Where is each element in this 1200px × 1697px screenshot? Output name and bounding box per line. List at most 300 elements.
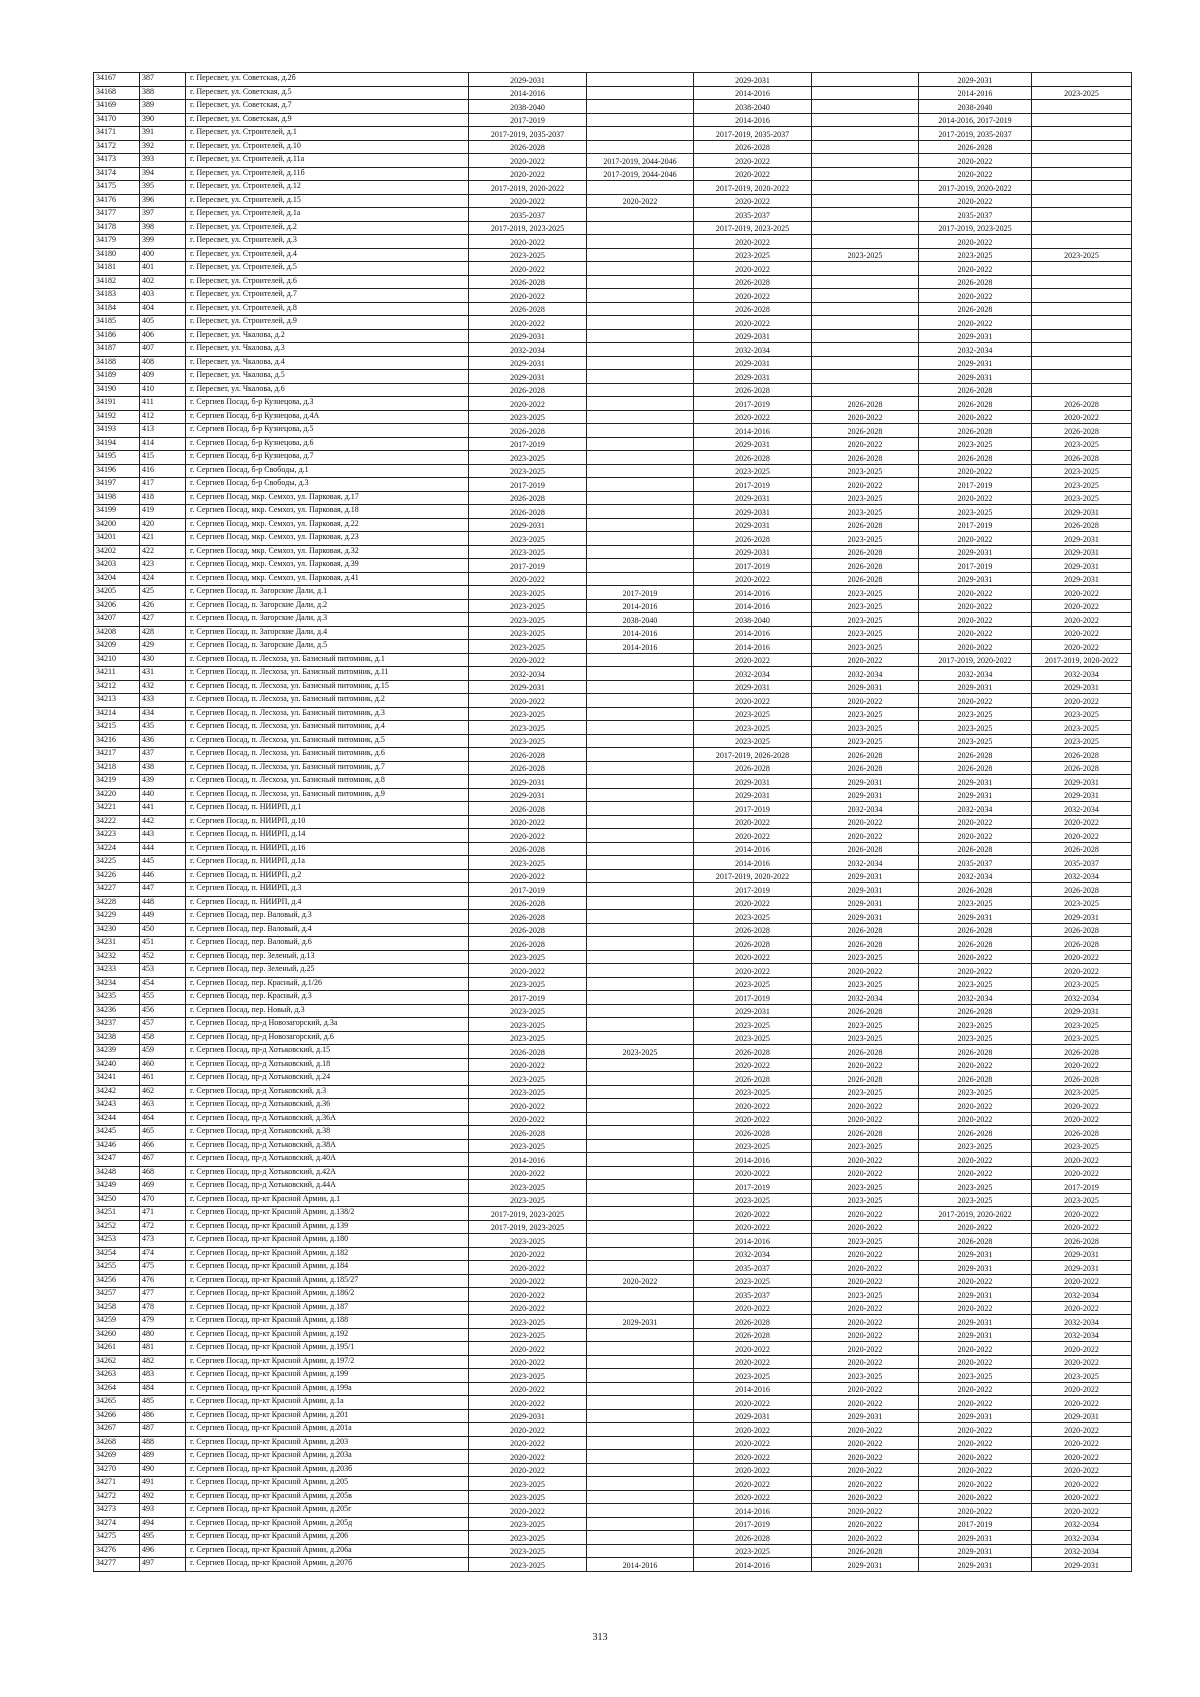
period-3-cell: 2020-2022 (694, 1436, 812, 1450)
row-number-cell: 421 (140, 532, 186, 546)
period-6-cell: 2020-2022 (1032, 626, 1132, 640)
table-row (94, 140, 1132, 154)
registry-number-cell: 34236 (94, 1004, 140, 1018)
table-row (94, 1288, 1132, 1302)
address-cell: г. Сергиев Посад, п. Лесхоза, ул. Базисный питомник, д.15 (186, 680, 469, 694)
registry-number-cell: 34197 (94, 478, 140, 492)
registry-number-cell: 34216 (94, 734, 140, 748)
period-4-cell: 2023-2025 (812, 1193, 919, 1207)
period-3-cell: 2014-2016 (694, 86, 812, 100)
period-4-cell: 2023-2025 (812, 1234, 919, 1248)
period-5-cell: 2023-2025 (919, 1369, 1032, 1383)
period-5-cell: 2017-2019, 2023-2025 (919, 221, 1032, 235)
address-cell: г. Пересвет, ул. Строителей, д.1 (186, 127, 469, 141)
period-4-cell: 2023-2025 (812, 1139, 919, 1153)
period-3-cell: 2014-2016 (694, 842, 812, 856)
table-row (94, 1558, 1132, 1572)
period-4-cell (812, 235, 919, 249)
period-3-cell: 2017-2019 (694, 1180, 812, 1194)
period-4-cell: 2020-2022 (812, 1261, 919, 1275)
period-2-cell (587, 302, 694, 316)
row-number-cell: 417 (140, 478, 186, 492)
table-row (94, 1423, 1132, 1437)
period-1-cell: 2026-2028 (469, 505, 587, 519)
period-6-cell (1032, 167, 1132, 181)
address-cell: г. Сергиев Посад, п. Лесхоза, ул. Базисный питомник, д.7 (186, 761, 469, 775)
period-5-cell: 2026-2028 (919, 748, 1032, 762)
period-3-cell: 2029-2031 (694, 356, 812, 370)
period-5-cell: 2023-2025 (919, 1180, 1032, 1194)
address-cell: г. Сергиев Посад, б-р Свободы, д.3 (186, 478, 469, 492)
period-4-cell (812, 302, 919, 316)
period-6-cell: 2023-2025 (1032, 248, 1132, 262)
table-row (94, 1328, 1132, 1342)
period-5-cell: 2017-2019 (919, 518, 1032, 532)
address-cell: г. Пересвет, ул. Строителей, д.9 (186, 316, 469, 330)
period-2-cell (587, 559, 694, 573)
period-4-cell: 2020-2022 (812, 1504, 919, 1518)
table-row (94, 1031, 1132, 1045)
period-1-cell: 2020-2022 (469, 235, 587, 249)
period-4-cell: 2020-2022 (812, 1463, 919, 1477)
period-6-cell: 2020-2022 (1032, 1166, 1132, 1180)
period-6-cell: 2029-2031 (1032, 1409, 1132, 1423)
address-cell: г. Сергиев Посад, п. Лесхоза, ул. Базисный питомник, д.9 (186, 788, 469, 802)
row-number-cell: 429 (140, 640, 186, 654)
period-2-cell (587, 113, 694, 127)
address-cell: г. Сергиев Посад, мкр. Семхоз, ул. Парковая, д.23 (186, 532, 469, 546)
period-4-cell: 2020-2022 (812, 964, 919, 978)
registry-number-cell: 34275 (94, 1531, 140, 1545)
registry-number-cell: 34267 (94, 1423, 140, 1437)
period-2-cell (587, 842, 694, 856)
row-number-cell: 397 (140, 208, 186, 222)
period-4-cell: 2020-2022 (812, 1382, 919, 1396)
table-row (94, 640, 1132, 654)
registry-number-cell: 34241 (94, 1072, 140, 1086)
period-1-cell: 2026-2028 (469, 383, 587, 397)
period-5-cell: 2026-2028 (919, 1234, 1032, 1248)
period-4-cell: 2020-2022 (812, 1153, 919, 1167)
period-4-cell: 2029-2031 (812, 680, 919, 694)
period-4-cell: 2020-2022 (812, 694, 919, 708)
period-5-cell: 2020-2022 (919, 1423, 1032, 1437)
period-5-cell: 2026-2028 (919, 1126, 1032, 1140)
address-cell: г. Сергиев Посад, пр-д Хотьковский, д.36 (186, 1099, 469, 1113)
period-4-cell: 2020-2022 (812, 1274, 919, 1288)
address-cell: г. Сергиев Посад, б-р Кузнецова, д.3 (186, 397, 469, 411)
period-5-cell: 2020-2022 (919, 410, 1032, 424)
period-5-cell: 2020-2022 (919, 1450, 1032, 1464)
registry-number-cell: 34179 (94, 235, 140, 249)
period-3-cell: 2023-2025 (694, 1544, 812, 1558)
period-1-cell: 2026-2028 (469, 140, 587, 154)
period-5-cell: 2026-2028 (919, 883, 1032, 897)
period-3-cell: 2020-2022 (694, 815, 812, 829)
table-row (94, 1369, 1132, 1383)
registry-number-cell: 34207 (94, 613, 140, 627)
period-3-cell: 2029-2031 (694, 518, 812, 532)
period-1-cell: 2026-2028 (469, 761, 587, 775)
period-4-cell (812, 167, 919, 181)
row-number-cell: 405 (140, 316, 186, 330)
period-4-cell: 2020-2022 (812, 1058, 919, 1072)
period-2-cell (587, 1261, 694, 1275)
period-6-cell: 2020-2022 (1032, 815, 1132, 829)
period-5-cell: 2020-2022 (919, 829, 1032, 843)
table-row (94, 869, 1132, 883)
address-cell: г. Сергиев Посад, п. Загорские Дали, д.5 (186, 640, 469, 654)
period-2-cell (587, 1139, 694, 1153)
period-4-cell (812, 262, 919, 276)
period-5-cell: 2020-2022 (919, 950, 1032, 964)
period-1-cell: 2023-2025 (469, 1544, 587, 1558)
address-cell: г. Пересвет, ул. Чкалова, д.6 (186, 383, 469, 397)
period-3-cell: 2014-2016 (694, 856, 812, 870)
period-2-cell (587, 329, 694, 343)
address-cell: г. Пересвет, ул. Советская, д.2б (186, 73, 469, 87)
period-2-cell (587, 1247, 694, 1261)
period-5-cell: 2020-2022 (919, 1153, 1032, 1167)
period-2-cell (587, 667, 694, 681)
period-1-cell: 2023-2025 (469, 977, 587, 991)
registry-number-cell: 34192 (94, 410, 140, 424)
period-4-cell: 2020-2022 (812, 437, 919, 451)
period-5-cell: 2026-2028 (919, 451, 1032, 465)
row-number-cell: 431 (140, 667, 186, 681)
period-5-cell: 2023-2025 (919, 437, 1032, 451)
period-5-cell: 2035-2037 (919, 208, 1032, 222)
period-4-cell: 2023-2025 (812, 707, 919, 721)
period-3-cell: 2020-2022 (694, 1396, 812, 1410)
period-6-cell: 2026-2028 (1032, 1045, 1132, 1059)
period-3-cell: 2035-2037 (694, 208, 812, 222)
table-row (94, 1490, 1132, 1504)
period-3-cell: 2017-2019 (694, 478, 812, 492)
period-5-cell: 2020-2022 (919, 491, 1032, 505)
period-2-cell (587, 1436, 694, 1450)
row-number-cell: 476 (140, 1274, 186, 1288)
period-5-cell: 2020-2022 (919, 1355, 1032, 1369)
row-number-cell: 433 (140, 694, 186, 708)
row-number-cell: 495 (140, 1531, 186, 1545)
row-number-cell: 487 (140, 1423, 186, 1437)
row-number-cell: 411 (140, 397, 186, 411)
address-cell: г. Сергиев Посад, пр-кт Красной Армии, д.199а (186, 1382, 469, 1396)
table-row (94, 1450, 1132, 1464)
period-6-cell: 2023-2025 (1032, 1193, 1132, 1207)
period-5-cell: 2020-2022 (919, 235, 1032, 249)
period-2-cell (587, 505, 694, 519)
period-5-cell: 2029-2031 (919, 1544, 1032, 1558)
address-cell: г. Сергиев Посад, мкр. Семхоз, ул. Парковая, д.39 (186, 559, 469, 573)
period-2-cell (587, 1477, 694, 1491)
period-2-cell (587, 1234, 694, 1248)
period-3-cell: 2023-2025 (694, 1274, 812, 1288)
period-3-cell: 2020-2022 (694, 262, 812, 276)
period-6-cell: 2020-2022 (1032, 1490, 1132, 1504)
period-3-cell: 2035-2037 (694, 1288, 812, 1302)
period-6-cell: 2023-2025 (1032, 1139, 1132, 1153)
registry-number-cell: 34255 (94, 1261, 140, 1275)
period-3-cell: 2029-2031 (694, 545, 812, 559)
row-number-cell: 412 (140, 410, 186, 424)
period-6-cell: 2032-2034 (1032, 1328, 1132, 1342)
period-6-cell: 2026-2028 (1032, 424, 1132, 438)
table-row (94, 626, 1132, 640)
period-4-cell (812, 208, 919, 222)
period-5-cell: 2023-2025 (919, 977, 1032, 991)
address-cell: г. Сергиев Посад, пр-д Хотьковский, д.38А (186, 1139, 469, 1153)
period-4-cell: 2026-2028 (812, 545, 919, 559)
address-cell: г. Пересвет, ул. Строителей, д.1а (186, 208, 469, 222)
period-1-cell: 2026-2028 (469, 802, 587, 816)
registry-number-cell: 34193 (94, 424, 140, 438)
table-row (94, 397, 1132, 411)
period-6-cell: 2029-2031 (1032, 572, 1132, 586)
period-1-cell: 2020-2022 (469, 1450, 587, 1464)
address-cell: г. Пересвет, ул. Чкалова, д.3 (186, 343, 469, 357)
registry-number-cell: 34260 (94, 1328, 140, 1342)
period-1-cell: 2026-2028 (469, 896, 587, 910)
address-cell: г. Сергиев Посад, пр-д Хотьковский, д.36А (186, 1112, 469, 1126)
period-6-cell: 2032-2034 (1032, 1517, 1132, 1531)
period-3-cell: 2020-2022 (694, 694, 812, 708)
period-4-cell: 2020-2022 (812, 1112, 919, 1126)
period-5-cell: 2023-2025 (919, 896, 1032, 910)
period-1-cell: 2020-2022 (469, 1463, 587, 1477)
period-3-cell: 2026-2028 (694, 1328, 812, 1342)
period-1-cell: 2023-2025 (469, 640, 587, 654)
period-1-cell: 2023-2025 (469, 1180, 587, 1194)
period-5-cell: 2020-2022 (919, 194, 1032, 208)
period-4-cell (812, 154, 919, 168)
period-5-cell: 2023-2025 (919, 721, 1032, 735)
period-2-cell: 2023-2025 (587, 1045, 694, 1059)
row-number-cell: 494 (140, 1517, 186, 1531)
registry-number-cell: 34247 (94, 1153, 140, 1167)
registry-number-cell: 34248 (94, 1166, 140, 1180)
address-cell: г. Пересвет, ул. Строителей, д.5 (186, 262, 469, 276)
period-6-cell (1032, 221, 1132, 235)
address-cell: г. Сергиев Посад, пр-кт Красной Армии, д.206а (186, 1544, 469, 1558)
period-3-cell: 2020-2022 (694, 896, 812, 910)
row-number-cell: 392 (140, 140, 186, 154)
period-6-cell: 2032-2034 (1032, 1288, 1132, 1302)
row-number-cell: 450 (140, 923, 186, 937)
period-3-cell: 2029-2031 (694, 329, 812, 343)
period-2-cell (587, 1153, 694, 1167)
table-row (94, 343, 1132, 357)
period-4-cell: 2029-2031 (812, 896, 919, 910)
row-number-cell: 398 (140, 221, 186, 235)
period-6-cell: 2026-2028 (1032, 937, 1132, 951)
period-4-cell: 2023-2025 (812, 1018, 919, 1032)
period-4-cell: 2023-2025 (812, 1085, 919, 1099)
period-3-cell: 2020-2022 (694, 1450, 812, 1464)
table-row (94, 761, 1132, 775)
period-3-cell: 2017-2019, 2035-2037 (694, 127, 812, 141)
registry-number-cell: 34184 (94, 302, 140, 316)
registry-number-cell: 34199 (94, 505, 140, 519)
period-5-cell: 2029-2031 (919, 356, 1032, 370)
table-row (94, 599, 1132, 613)
table-row (94, 991, 1132, 1005)
period-5-cell: 2014-2016, 2017-2019 (919, 113, 1032, 127)
period-5-cell: 2017-2019 (919, 478, 1032, 492)
period-5-cell: 2026-2028 (919, 1072, 1032, 1086)
period-6-cell: 2029-2031 (1032, 1247, 1132, 1261)
row-number-cell: 441 (140, 802, 186, 816)
period-2-cell (587, 397, 694, 411)
period-3-cell: 2020-2022 (694, 1220, 812, 1234)
registry-number-cell: 34187 (94, 343, 140, 357)
address-cell: г. Сергиев Посад, мкр. Семхоз, ул. Парковая, д.32 (186, 545, 469, 559)
registry-number-cell: 34204 (94, 572, 140, 586)
registry-number-cell: 34185 (94, 316, 140, 330)
period-4-cell: 2026-2028 (812, 748, 919, 762)
period-1-cell: 2029-2031 (469, 788, 587, 802)
period-1-cell: 2026-2028 (469, 424, 587, 438)
period-2-cell (587, 532, 694, 546)
table-row (94, 1180, 1132, 1194)
period-4-cell: 2020-2022 (812, 478, 919, 492)
row-number-cell: 485 (140, 1396, 186, 1410)
registry-number-cell: 34237 (94, 1018, 140, 1032)
row-number-cell: 388 (140, 86, 186, 100)
period-2-cell (587, 316, 694, 330)
table-row (94, 221, 1132, 235)
period-1-cell: 2023-2025 (469, 1517, 587, 1531)
period-3-cell: 2020-2022 (694, 1423, 812, 1437)
address-cell: г. Сергиев Посад, п. НИИРП, д.3 (186, 883, 469, 897)
period-1-cell: 2020-2022 (469, 194, 587, 208)
row-number-cell: 410 (140, 383, 186, 397)
period-2-cell (587, 1490, 694, 1504)
period-5-cell: 2029-2031 (919, 680, 1032, 694)
table-row (94, 613, 1132, 627)
period-2-cell (587, 383, 694, 397)
address-cell: г. Сергиев Посад, пр-кт Красной Армии, д.205г (186, 1504, 469, 1518)
address-cell: г. Сергиев Посад, пр-кт Красной Армии, д.138/2 (186, 1207, 469, 1221)
period-5-cell: 2026-2028 (919, 1004, 1032, 1018)
registry-number-cell: 34168 (94, 86, 140, 100)
period-6-cell: 2020-2022 (1032, 1477, 1132, 1491)
table-row (94, 1099, 1132, 1113)
row-number-cell: 402 (140, 275, 186, 289)
table-row (94, 1126, 1132, 1140)
row-number-cell: 428 (140, 626, 186, 640)
address-cell: г. Сергиев Посад, пр-д Хотьковский, д.18 (186, 1058, 469, 1072)
table-row (94, 437, 1132, 451)
registry-number-cell: 34240 (94, 1058, 140, 1072)
period-5-cell: 2023-2025 (919, 248, 1032, 262)
period-1-cell: 2020-2022 (469, 1382, 587, 1396)
row-number-cell: 415 (140, 451, 186, 465)
period-3-cell: 2020-2022 (694, 154, 812, 168)
table-row (94, 316, 1132, 330)
period-6-cell: 2026-2028 (1032, 397, 1132, 411)
table-row (94, 181, 1132, 195)
period-2-cell (587, 127, 694, 141)
period-2-cell (587, 370, 694, 384)
period-5-cell: 2023-2025 (919, 707, 1032, 721)
period-6-cell: 2032-2034 (1032, 869, 1132, 883)
period-5-cell: 2020-2022 (919, 815, 1032, 829)
registry-number-cell: 34196 (94, 464, 140, 478)
registry-number-cell: 34195 (94, 451, 140, 465)
period-6-cell: 2026-2028 (1032, 748, 1132, 762)
period-4-cell (812, 275, 919, 289)
period-1-cell: 2023-2025 (469, 545, 587, 559)
period-2-cell: 2017-2019 (587, 586, 694, 600)
period-2-cell (587, 1463, 694, 1477)
period-1-cell: 2020-2022 (469, 1504, 587, 1518)
period-5-cell: 2032-2034 (919, 802, 1032, 816)
period-3-cell: 2026-2028 (694, 451, 812, 465)
period-6-cell (1032, 356, 1132, 370)
period-4-cell: 2020-2022 (812, 653, 919, 667)
period-5-cell: 2020-2022 (919, 1166, 1032, 1180)
period-2-cell: 2017-2019, 2044-2046 (587, 167, 694, 181)
period-4-cell: 2023-2025 (812, 721, 919, 735)
address-cell: г. Пересвет, ул. Строителей, д.12 (186, 181, 469, 195)
period-4-cell (812, 100, 919, 114)
address-cell: г. Пересвет, ул. Чкалова, д.4 (186, 356, 469, 370)
period-5-cell: 2026-2028 (919, 302, 1032, 316)
period-3-cell: 2023-2025 (694, 248, 812, 262)
period-4-cell: 2023-2025 (812, 613, 919, 627)
period-6-cell: 2020-2022 (1032, 1301, 1132, 1315)
period-2-cell (587, 1220, 694, 1234)
period-2-cell (587, 181, 694, 195)
period-3-cell: 2026-2028 (694, 1315, 812, 1329)
period-3-cell: 2020-2022 (694, 1207, 812, 1221)
row-number-cell: 391 (140, 127, 186, 141)
period-2-cell (587, 235, 694, 249)
registry-number-cell: 34230 (94, 923, 140, 937)
period-6-cell (1032, 370, 1132, 384)
row-number-cell: 426 (140, 599, 186, 613)
row-number-cell: 462 (140, 1085, 186, 1099)
period-3-cell: 2017-2019, 2023-2025 (694, 221, 812, 235)
row-number-cell: 465 (140, 1126, 186, 1140)
period-1-cell: 2023-2025 (469, 1031, 587, 1045)
period-1-cell: 2023-2025 (469, 1477, 587, 1491)
period-6-cell: 2020-2022 (1032, 613, 1132, 627)
period-3-cell: 2026-2028 (694, 937, 812, 951)
period-6-cell: 2023-2025 (1032, 478, 1132, 492)
period-6-cell (1032, 127, 1132, 141)
period-4-cell: 2023-2025 (812, 599, 919, 613)
registry-number-cell: 34265 (94, 1396, 140, 1410)
period-3-cell: 2023-2025 (694, 721, 812, 735)
period-1-cell: 2014-2016 (469, 86, 587, 100)
period-1-cell: 2029-2031 (469, 370, 587, 384)
address-cell: г. Сергиев Посад, пр-кт Красной Армии, д.186/2 (186, 1288, 469, 1302)
row-number-cell: 416 (140, 464, 186, 478)
period-6-cell (1032, 235, 1132, 249)
row-number-cell: 418 (140, 491, 186, 505)
period-1-cell: 2017-2019 (469, 991, 587, 1005)
period-6-cell: 2023-2025 (1032, 437, 1132, 451)
period-2-cell (587, 977, 694, 991)
period-3-cell: 2023-2025 (694, 910, 812, 924)
address-cell: г. Сергиев Посад, б-р Кузнецова, д.6 (186, 437, 469, 451)
period-5-cell: 2020-2022 (919, 464, 1032, 478)
period-6-cell: 2026-2028 (1032, 923, 1132, 937)
period-2-cell (587, 356, 694, 370)
